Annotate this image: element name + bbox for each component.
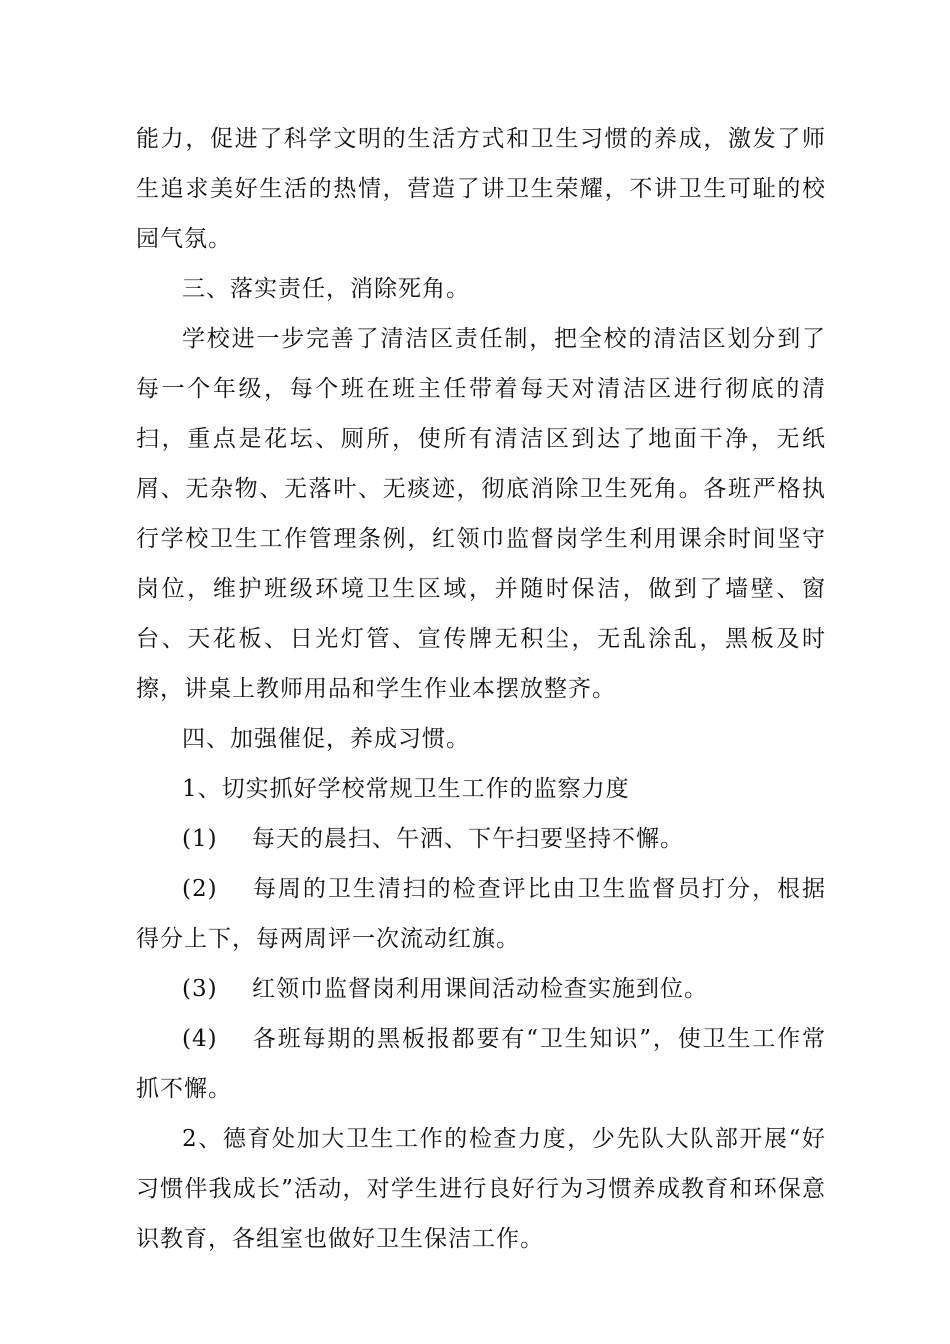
list-item-text: 每周的卫生清扫的检查评比由卫生监督员打分，根据得分上下，每两周评一次流动红旗。 <box>136 876 826 952</box>
subheading-1: 1、切实抓好学校常规卫生工作的监察力度 <box>182 776 630 802</box>
list-item <box>136 864 826 964</box>
paragraph-responsibility: 学校进一步完善了清洁区责任制，把全校的清洁区划分到了每一个年级，每个班在班主任带着每天对清洁区进行彻底的清扫，重点是花坛、厕所，使所有清洁区到达了地面干净，无纸屑、无杂物、无落叶、无痰迹，彻底消除卫生死角。各班严格执行学校卫生工作管理条例，红领巾监督岗学生利用课余时间坚守岗位，维护班级环境卫生区域，并随时保洁，做到了墙壁、窗台、天花板、日光灯管、宣传牌无积尘，无乱涂乱，黑板及时擦，讲桌上教师用品和学生作业本摆放整齐。 <box>136 326 826 702</box>
section-heading-4: 四、加强催促，养成习惯。 <box>182 726 470 752</box>
list-item-number: (2) <box>182 876 218 902</box>
list-item-number: (1) <box>182 826 218 852</box>
list-item-text: 每天的晨扫、午洒、下午扫要坚持不懈。 <box>252 826 684 852</box>
paragraph-continuation: 能力，促进了科学文明的生活方式和卫生习惯的养成，激发了师生追求美好生活的热情，营造了讲卫生荣耀，不讲卫生可耻的校园气氛。 <box>136 126 826 252</box>
paragraph-moral-education: 2、德育处加大卫生工作的检查力度，少先队大队部开展“好习惯伴我成长”活动，对学生进行良好行为习惯养成教育和环保意识教育，各组室也做好卫生保洁工作。 <box>136 1126 826 1252</box>
list-item <box>136 1014 826 1114</box>
list-item-text: 红领巾监督岗利用课间活动检查实施到位。 <box>252 976 708 1002</box>
list-item-text: 各班每期的黑板报都要有“卫生知识”，使卫生工作常抓不懈。 <box>136 1026 826 1102</box>
list-item-number: (3) <box>182 976 218 1002</box>
list-item <box>136 964 826 1014</box>
document-page <box>136 114 826 1264</box>
section-heading-3: 三、落实责任，消除死角。 <box>182 276 470 302</box>
list-item-number: (4) <box>182 1026 218 1052</box>
list-item <box>136 814 826 864</box>
